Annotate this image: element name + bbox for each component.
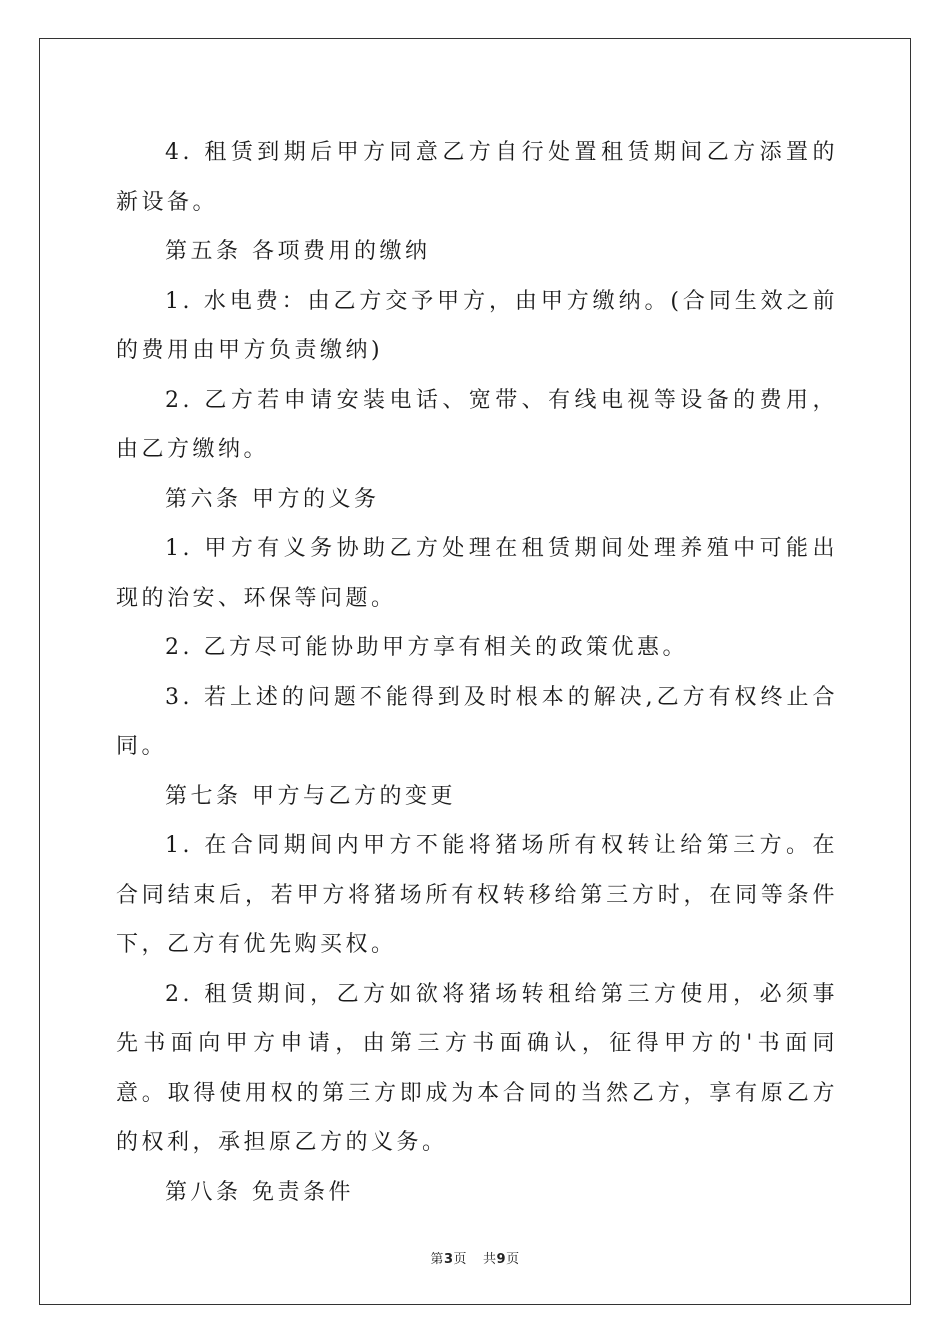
paragraph-termination-right: 3. 若上述的问题不能得到及时根本的解决,乙方有权终止合同。 [116,684,838,759]
paragraph-item-4-equipment: 4. 租赁到期后甲方同意乙方自行处置租赁期间乙方添置的新设备。 [116,140,838,215]
paragraph-party-a-assist: 1. 甲方有义务协助乙方处理在租赁期间处理养殖中可能出现的治安、环保等问题。 [116,536,838,611]
document-body [116,128,838,1217]
paragraph-ownership-transfer: 1. 在合同期间内甲方不能将猪场所有权转让给第三方。在合同结束后，若甲方将猪场所有权转移给第三方时，在同等条件下，乙方有优先购买权。 [116,833,838,957]
page-footer [0,1248,950,1267]
section-heading-article-6: 第六条 甲方的义务 [165,486,380,512]
footer-total-suffix: 页 [506,1252,520,1267]
section-heading-article-7: 第七条 甲方与乙方的变更 [165,783,456,809]
paragraph-telecom-fee: 2. 乙方若申请安装电话、宽带、有线电视等设备的费用，由乙方缴纳。 [116,387,838,462]
section-heading-article-5: 第五条 各项费用的缴纳 [165,239,431,264]
footer-page-suffix: 页 [453,1252,467,1267]
footer-page-total: 9 [496,1252,507,1267]
footer-page-current: 3 [443,1252,454,1267]
paragraph-policy-benefits: 2. 乙方尽可能协助甲方享有相关的政策优惠。 [165,635,688,660]
footer-total-prefix: 共 [483,1252,497,1267]
paragraph-utilities-fee: 1. 水电费：由乙方交予甲方，由甲方缴纳。(合同生效之前的费用由甲方负责缴纳) [116,288,838,363]
footer-page-prefix: 第 [430,1252,444,1267]
section-heading-article-8: 第八条 免责条件 [165,1179,354,1205]
paragraph-sublease: 2. 租赁期间，乙方如欲将猪场转租给第三方使用，必须事先书面向甲方申请，由第三方书面确认，征得甲方的'书面同意。取得使用权的第三方即成为本合同的当然乙方，享有原乙方的权利，承担原乙方的义务。 [116,981,838,1155]
